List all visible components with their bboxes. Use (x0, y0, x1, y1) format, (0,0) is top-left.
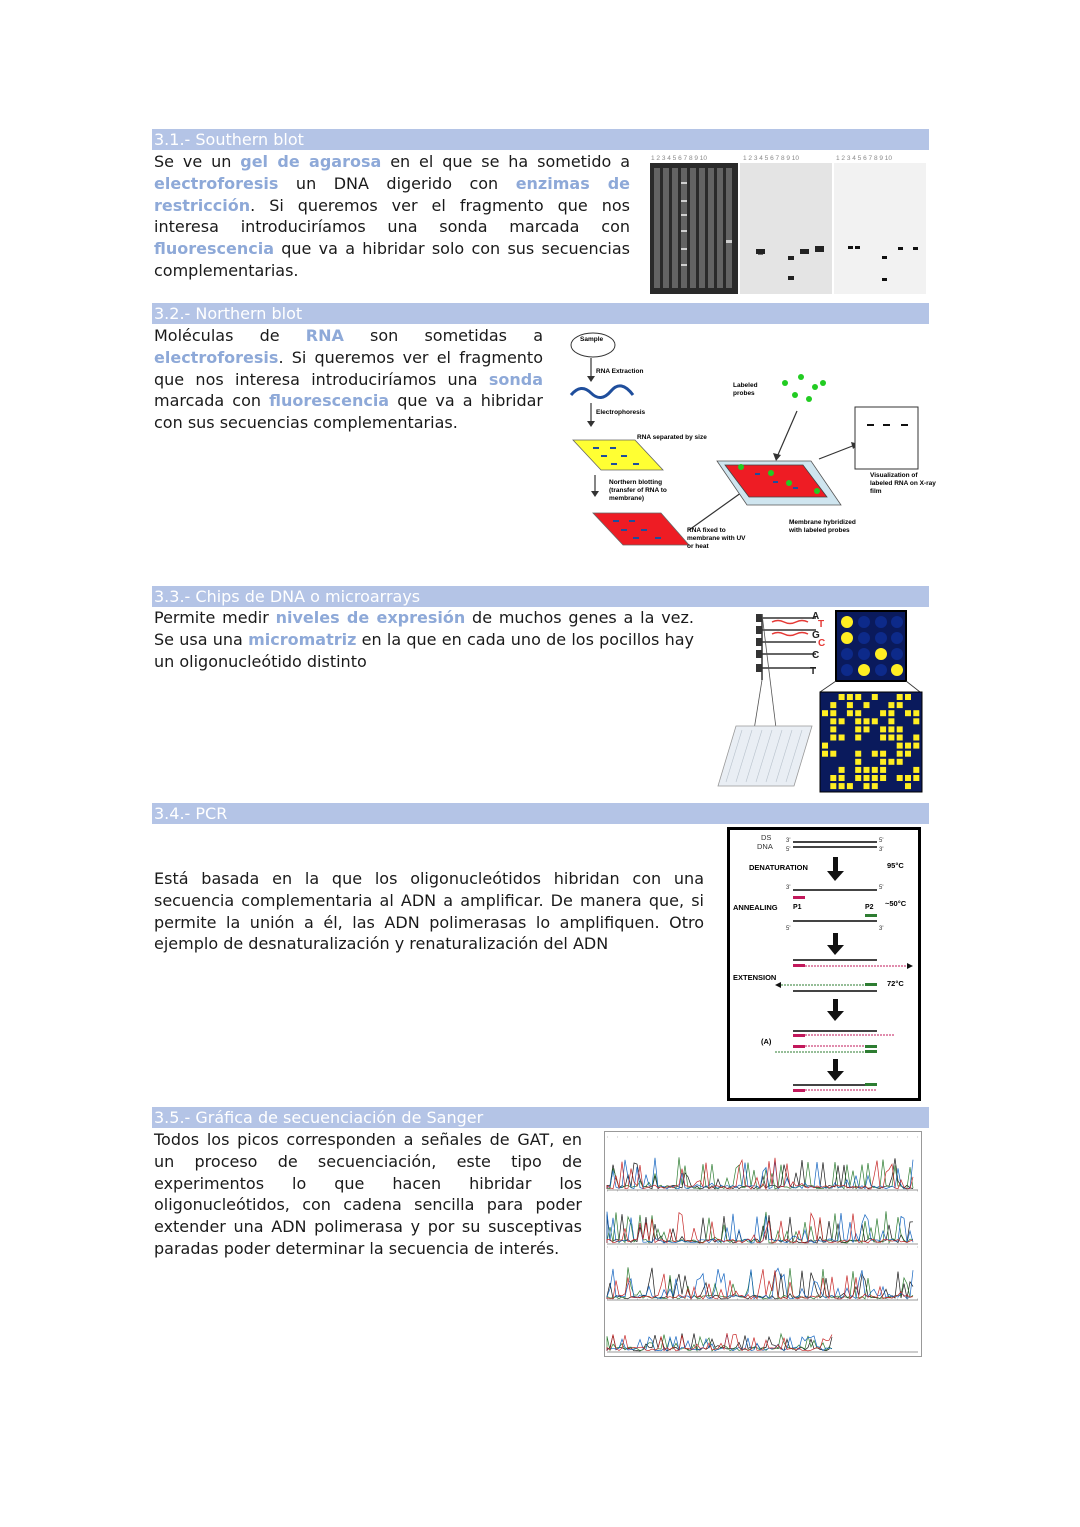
array-spot (897, 743, 903, 749)
array-spot (897, 702, 903, 708)
array-spot (822, 743, 828, 749)
array-spot (864, 767, 870, 773)
array-spot (864, 775, 870, 781)
rna-fixed-line1: RNA fixed to (687, 527, 726, 534)
membrane-hybridized-line1: Membrane hybridized (789, 519, 856, 526)
rna-fixed-line2: membrane with UV (687, 535, 746, 542)
array-spot (913, 775, 919, 781)
primer-p1: P1 (793, 904, 802, 911)
labeled-probes-line2: probes (733, 390, 755, 397)
temp-annealing: ~50°C (885, 899, 907, 908)
highlighted-term: enzimas de restricción (154, 173, 630, 215)
section-heading-northern: 3.2.- Northern blot (152, 303, 929, 324)
array-spot (872, 751, 878, 757)
array-spot (880, 726, 886, 732)
array-spot (864, 726, 870, 732)
annealing-label: ANNEALING (733, 903, 778, 912)
body-text-segment: Moléculas de (154, 326, 306, 345)
array-spot (888, 735, 894, 741)
body-text-segment: Está basada en la que los oligonucleótidos hibridan con una secuencia complementaria al ADN a amplificar. De manera que, si permite la unión a él, las ADN polimerasas lo amplifiquen. Otro ejemplo de desnaturalización y renaturalización del ADN (154, 869, 704, 954)
array-spot (855, 751, 861, 757)
array-spot (905, 710, 911, 716)
array-spot (822, 710, 828, 716)
array-spot (839, 775, 845, 781)
highlighted-term: electroforesis (154, 347, 279, 367)
array-spot (855, 710, 861, 716)
array-spot (880, 767, 886, 773)
array-spot (839, 718, 845, 724)
array-spot (855, 767, 861, 773)
northern-text (154, 325, 543, 434)
body-text-segment: son sometidas a (343, 326, 543, 345)
array-spot (855, 775, 861, 781)
ann-5prime-b: 5' (786, 926, 791, 932)
base-t: T (818, 619, 825, 630)
array-spot (905, 743, 911, 749)
array-spot (839, 767, 845, 773)
ds-label: DS (761, 833, 772, 842)
array-spot (897, 726, 903, 732)
highlighted-term: gel de agarosa (240, 152, 382, 171)
array-spot (897, 759, 903, 765)
array-spot (830, 702, 836, 708)
rna-extraction-label: RNA Extraction (596, 368, 644, 375)
array-spot (847, 783, 853, 789)
body-text-segment: de muchos genes a la vez. Se usa una (154, 608, 694, 649)
base-t2: T (810, 666, 817, 677)
microarray-text (154, 607, 694, 672)
a-label: (A) (761, 1037, 772, 1046)
ann-5prime: 5' (879, 885, 884, 891)
section-heading-microarrays: 3.3.- Chips de DNA o microarrays (152, 586, 929, 607)
ds-5prime: 5' (786, 847, 791, 853)
array-spot (880, 759, 886, 765)
highlighted-term: fluorescencia (269, 391, 390, 411)
base-g: G (812, 630, 820, 641)
highlighted-term: micromatriz (248, 629, 357, 649)
highlighted-term: RNA (305, 326, 344, 345)
highlighted-term: fluorescencia (154, 239, 274, 259)
array-spot (913, 735, 919, 741)
section-heading-pcr: 3.4.- PCR (152, 803, 929, 824)
base-a: A (812, 611, 820, 622)
array-spot (888, 710, 894, 716)
body-text-segment: que va a hibridar solo con sus secuencias complementarias. (154, 239, 630, 280)
array-spot (913, 743, 919, 749)
visualization-line1: Visualization of (870, 472, 918, 479)
array-spot (872, 775, 878, 781)
array-spot (913, 710, 919, 716)
section-heading-sanger: 3.5.- Gráfica de secuenciación de Sanger (152, 1107, 929, 1128)
pcr-text (154, 868, 704, 955)
sanger-text (154, 1129, 582, 1260)
northern-blotting-line2: (transfer of RNA to (609, 487, 667, 494)
body-text-segment: un DNA digerido con (278, 173, 516, 193)
body-text-segment: . Si queremos ver el fragmento que nos interesa introduciríamos una sonda marcada con (154, 195, 630, 237)
electrophoresis-label: Electrophoresis (596, 409, 646, 416)
lane-numbers-2: 1 2 3 4 5 6 7 8 9 10 (743, 155, 800, 162)
sample-label: Sample (580, 336, 604, 343)
probe-dots (782, 374, 826, 402)
array-spot (839, 735, 845, 741)
array-spot (830, 783, 836, 789)
denaturation-label: DENATURATION (749, 863, 808, 872)
visualization-line2: labeled RNA on X-ray (870, 480, 936, 487)
array-spot (897, 694, 903, 700)
ann-3prime-b: 3' (879, 926, 884, 932)
array-spot (830, 735, 836, 741)
rna-strand (571, 386, 633, 398)
base-c1: C (818, 638, 826, 649)
rna-separated-label: RNA separated by size (637, 434, 707, 441)
temp-extension: 72°C (887, 979, 904, 988)
lane-numbers-3: 1 2 3 4 5 6 7 8 9 10 (836, 155, 893, 162)
array-spot (855, 718, 861, 724)
array-spot (830, 710, 836, 716)
array-spot (855, 759, 861, 765)
northern-blot-figure (565, 325, 936, 555)
southern-text (154, 151, 630, 282)
array-spot (839, 694, 845, 700)
array-spot (905, 783, 911, 789)
array-spot (830, 775, 836, 781)
array-spot (880, 735, 886, 741)
band-schematic-panel (834, 163, 926, 294)
sanger-chromatogram-figure (604, 1131, 922, 1357)
array-spot (905, 775, 911, 781)
array-spot (830, 726, 836, 732)
xray-film (855, 407, 918, 469)
array-spot (888, 759, 894, 765)
array-spot (830, 751, 836, 757)
temp-denaturation: 95°C (887, 861, 904, 870)
array-spot (872, 783, 878, 789)
array-spot (872, 718, 878, 724)
labeled-probes-line1: Labeled (733, 382, 758, 389)
array-spot (880, 751, 886, 757)
dna-label: DNA (757, 842, 773, 851)
ds-3prime-r: 3' (879, 847, 884, 853)
chip-slide (718, 726, 812, 786)
array-spot (855, 694, 861, 700)
array-spot (897, 775, 903, 781)
array-spot (830, 718, 836, 724)
array-spot (905, 751, 911, 757)
array-spot (872, 694, 878, 700)
highlighted-term: niveles de expresión (275, 608, 466, 627)
array-spot (913, 718, 919, 724)
highlighted-term: electroforesis (154, 173, 279, 193)
section-heading-southern: 3.1.- Southern blot (152, 129, 929, 150)
base-c2: C (812, 650, 820, 661)
lane-numbers-1: 1 2 3 4 5 6 7 8 9 10 (651, 155, 708, 162)
array-spot (864, 718, 870, 724)
microarray-figure (716, 608, 924, 794)
membrane-hybridized-line2: with labeled probes (789, 527, 850, 534)
array-spot (839, 783, 845, 789)
body-text-segment: Se ve un (154, 152, 241, 171)
array-spot (847, 710, 853, 716)
rna-fixed-line3: or heat (687, 543, 709, 550)
northern-blotting-line3: membrane) (609, 495, 645, 502)
body-text-segment: en el que se ha sometido a (381, 152, 631, 171)
array-spot (864, 783, 870, 789)
body-text-segment: en la que en cada uno de los pocillos hay un oligonucleótido distinto (154, 629, 694, 671)
array-spot (897, 751, 903, 757)
array-spot (888, 702, 894, 708)
pcr-figure (727, 827, 921, 1101)
gel-yellow (573, 440, 663, 470)
array-spot (880, 775, 886, 781)
array-spot (888, 726, 894, 732)
visualization-line3: film (870, 488, 882, 495)
array-spot (888, 718, 894, 724)
body-text-segment: que va a hibridar con sus secuencias complementarias. (154, 391, 543, 433)
array-spot (864, 702, 870, 708)
highlighted-term: sonda (488, 369, 543, 389)
array-spot (855, 726, 861, 732)
extension-label: EXTENSION (733, 973, 777, 982)
primer-p2: P2 (865, 904, 874, 911)
southern-blot-figure (650, 152, 926, 295)
array-spot (872, 767, 878, 773)
array-spot (847, 694, 853, 700)
array-spot (847, 702, 853, 708)
array-spot (913, 767, 919, 773)
autoradiograph-panel (740, 163, 832, 294)
array-spot (822, 751, 828, 757)
ds-5prime-r: 5' (879, 838, 884, 844)
ds-3prime: 3' (786, 838, 791, 844)
array-spot (905, 694, 911, 700)
ann-3prime: 3' (786, 885, 791, 891)
array-spot (855, 735, 861, 741)
body-text-segment: marcada con (154, 391, 270, 411)
body-text-segment: Todos los picos corresponden a señales de GAT, en un proceso de secuenciación, este tipo de experimentos lo que hacen hibridar los oligonucleótidos, con cadena sencilla para poder extender una ADN polimerasa y por su susceptivas paradas poder determinar la secuencia de interés. (154, 1130, 582, 1258)
array-spot (880, 710, 886, 716)
northern-blotting-line1: Northern blotting (609, 479, 663, 486)
array-spot (897, 735, 903, 741)
body-text-segment: Permite medir (154, 608, 276, 627)
body-text-segment: . Si queremos ver el fragmento que nos interesa introduciríamos una (154, 347, 543, 389)
